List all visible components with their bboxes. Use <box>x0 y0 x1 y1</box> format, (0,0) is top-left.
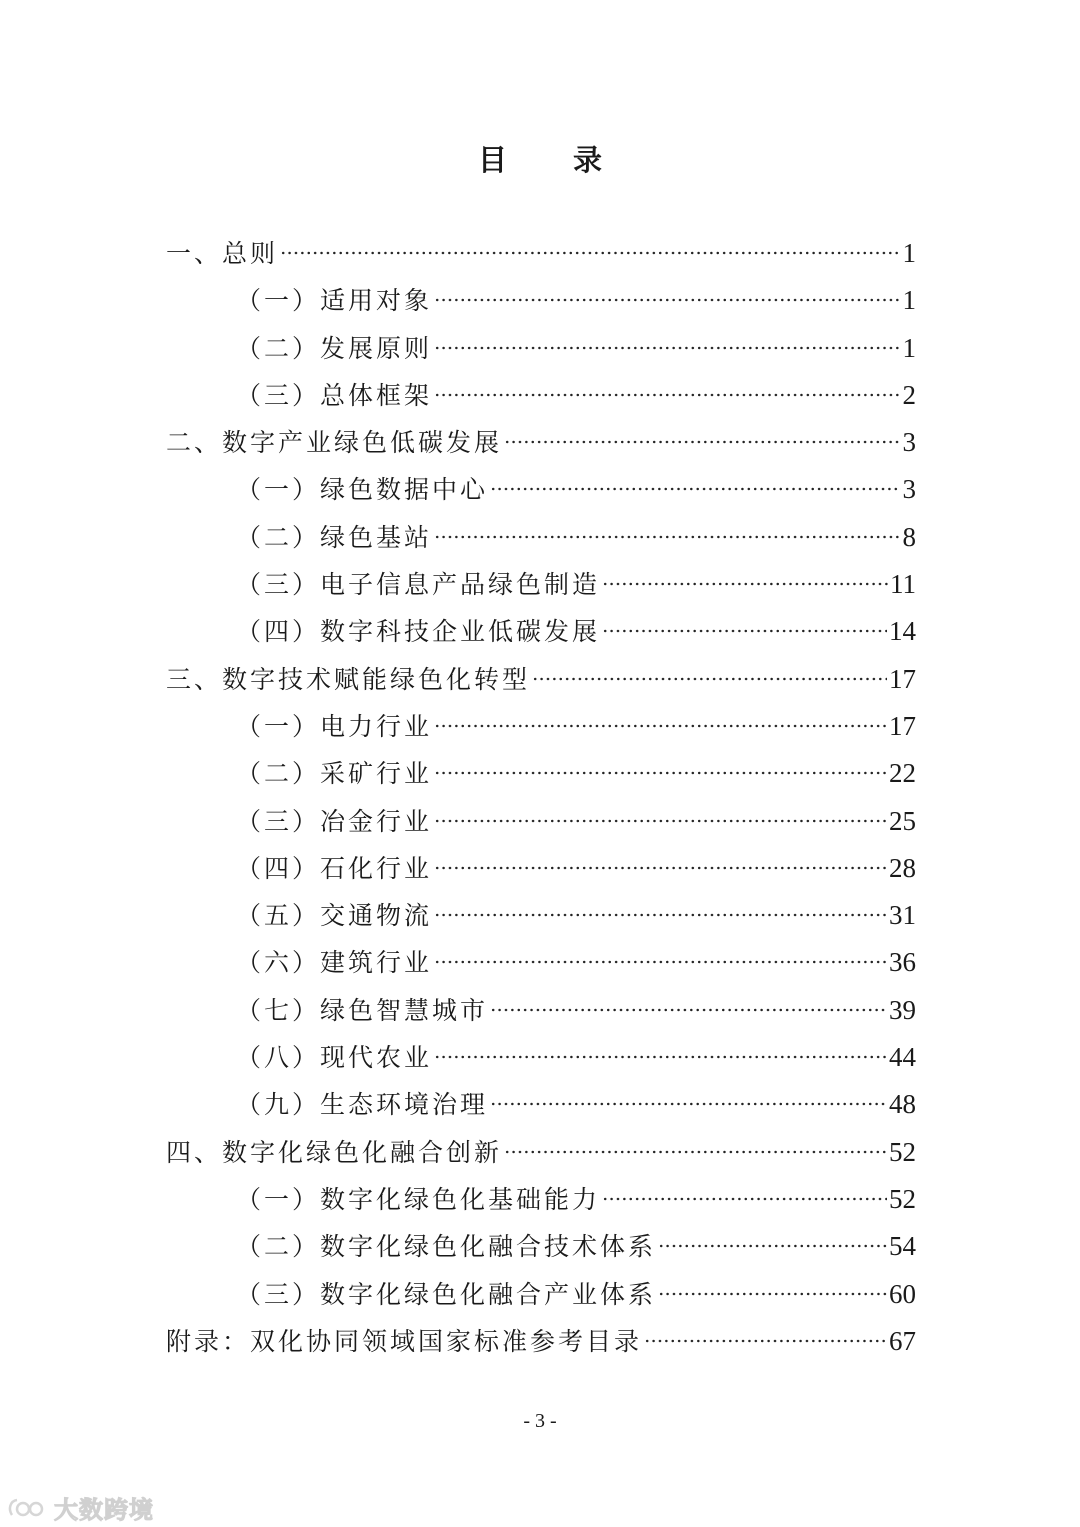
toc-chapter-entry[interactable] <box>166 1318 916 1365</box>
page-number: - 3 - <box>523 1410 557 1432</box>
toc-leader-dots <box>434 345 900 351</box>
toc-section-entry[interactable] <box>166 466 916 513</box>
toc-entry-label: 四、数字化绿色化融合创新 <box>166 1137 503 1167</box>
toc-section-entry[interactable] <box>166 798 916 845</box>
toc-leader-dots <box>490 1007 887 1013</box>
toc-section-entry[interactable] <box>166 939 916 986</box>
toc-entry-page-number: 52 <box>889 1183 916 1214</box>
table-of-contents <box>166 230 916 1365</box>
toc-entry-label: （一）适用对象 <box>236 286 433 316</box>
toc-leader-dots <box>602 628 887 634</box>
toc-entry-page-number: 31 <box>889 900 916 931</box>
toc-leader-dots <box>602 1196 887 1202</box>
toc-entry-page-number: 11 <box>890 569 916 600</box>
toc-section-entry[interactable] <box>166 1176 916 1223</box>
toc-leader-dots <box>434 392 900 398</box>
toc-section-entry[interactable] <box>166 561 916 608</box>
toc-leader-dots <box>602 581 888 587</box>
toc-entry-label: （九）生态环境治理 <box>236 1090 489 1120</box>
toc-section-entry[interactable] <box>166 277 916 324</box>
toc-section-entry[interactable] <box>166 892 916 939</box>
toc-section-entry[interactable] <box>166 1081 916 1128</box>
toc-entry-label: （二）数字化绿色化融合技术体系 <box>236 1232 657 1262</box>
toc-entry-label: （三）电子信息产品绿色制造 <box>236 570 601 600</box>
toc-section-entry[interactable] <box>166 608 916 655</box>
toc-entry-label: （四）石化行业 <box>236 853 433 883</box>
toc-entry-label: （一）绿色数据中心 <box>236 475 489 505</box>
toc-leader-dots <box>434 865 887 871</box>
toc-leader-dots <box>434 818 887 824</box>
toc-entry-page-number: 60 <box>889 1278 916 1309</box>
toc-entry-page-number: 54 <box>889 1231 916 1262</box>
toc-entry-label: （二）发展原则 <box>236 333 433 363</box>
toc-entry-label: （六）建筑行业 <box>236 948 433 978</box>
toc-entry-label: （一）数字化绿色化基础能力 <box>236 1184 601 1214</box>
toc-chapter-entry[interactable] <box>166 230 916 277</box>
toc-section-entry[interactable] <box>166 987 916 1034</box>
toc-entry-label: （四）数字科技企业低碳发展 <box>236 617 601 647</box>
toc-section-entry[interactable] <box>166 372 916 419</box>
toc-section-entry[interactable] <box>166 1034 916 1081</box>
toc-entry-page-number: 3 <box>902 427 916 458</box>
toc-entry-page-number: 25 <box>889 805 916 836</box>
toc-leader-dots <box>434 912 887 918</box>
page-title: 目 录 <box>477 143 631 177</box>
toc-entry-page-number: 17 <box>889 663 916 694</box>
toc-entry-label: （三）总体框架 <box>236 380 433 410</box>
toc-chapter-entry[interactable] <box>166 419 916 466</box>
toc-section-entry[interactable] <box>166 1271 916 1318</box>
toc-leader-dots <box>434 297 900 303</box>
toc-leader-dots <box>658 1291 887 1297</box>
toc-leader-dots <box>490 486 900 492</box>
toc-chapter-entry[interactable] <box>166 1129 916 1176</box>
toc-entry-label: （三）冶金行业 <box>236 806 433 836</box>
toc-section-entry[interactable] <box>166 845 916 892</box>
toc-section-entry[interactable] <box>166 1223 916 1270</box>
toc-leader-dots <box>532 676 887 682</box>
toc-entry-page-number: 14 <box>889 616 916 647</box>
toc-entry-label: 三、数字技术赋能绿色化转型 <box>166 664 531 694</box>
toc-entry-label: 一、总则 <box>166 239 279 268</box>
toc-section-entry[interactable] <box>166 703 916 750</box>
toc-leader-dots <box>504 439 900 445</box>
toc-entry-label: 附录：双化协同领域国家标准参考目录 <box>166 1326 643 1356</box>
toc-leader-dots <box>504 1149 887 1155</box>
toc-entry-page-number: 22 <box>889 758 916 789</box>
toc-entry-label: （八）现代农业 <box>236 1043 433 1073</box>
toc-entry-page-number: 39 <box>889 994 916 1025</box>
toc-entry-page-number: 17 <box>889 710 916 741</box>
watermark <box>6 1490 154 1525</box>
toc-leader-dots <box>434 534 900 540</box>
toc-leader-dots <box>644 1338 887 1344</box>
toc-chapter-entry[interactable] <box>166 656 916 703</box>
toc-entry-page-number: 2 <box>902 379 916 410</box>
toc-leader-dots <box>658 1243 887 1249</box>
toc-leader-dots <box>434 959 887 965</box>
toc-leader-dots <box>434 723 887 729</box>
toc-section-entry[interactable] <box>166 325 916 372</box>
toc-leader-dots <box>434 1054 887 1060</box>
toc-entry-label: （一）电力行业 <box>236 711 433 741</box>
toc-entry-label: （七）绿色智慧城市 <box>236 995 489 1025</box>
toc-section-entry[interactable] <box>166 514 916 561</box>
toc-entry-page-number: 1 <box>902 285 916 316</box>
toc-leader-dots <box>490 1101 887 1107</box>
toc-entry-page-number: 44 <box>889 1042 916 1073</box>
toc-entry-page-number: 1 <box>902 238 916 268</box>
toc-entry-page-number: 28 <box>889 852 916 883</box>
toc-entry-label: （二）采矿行业 <box>236 759 433 789</box>
toc-leader-dots <box>434 770 887 776</box>
watermark-text: 大数跨境 <box>54 1496 154 1524</box>
toc-entry-page-number: 1 <box>902 332 916 363</box>
toc-entry-page-number: 36 <box>889 947 916 978</box>
toc-entry-page-number: 67 <box>889 1325 916 1356</box>
toc-section-entry[interactable] <box>166 750 916 797</box>
brand-logo-icon <box>6 1495 48 1521</box>
toc-entry-label: （二）绿色基站 <box>236 522 433 552</box>
toc-entry-page-number: 48 <box>889 1089 916 1120</box>
toc-leader-dots <box>280 250 900 256</box>
toc-entry-label: （三）数字化绿色化融合产业体系 <box>236 1279 657 1309</box>
toc-entry-label: （五）交通物流 <box>236 901 433 931</box>
toc-entry-label: 二、数字产业绿色低碳发展 <box>166 428 503 458</box>
toc-entry-page-number: 3 <box>902 474 916 505</box>
toc-entry-page-number: 8 <box>902 521 916 552</box>
toc-entry-page-number: 52 <box>889 1136 916 1167</box>
